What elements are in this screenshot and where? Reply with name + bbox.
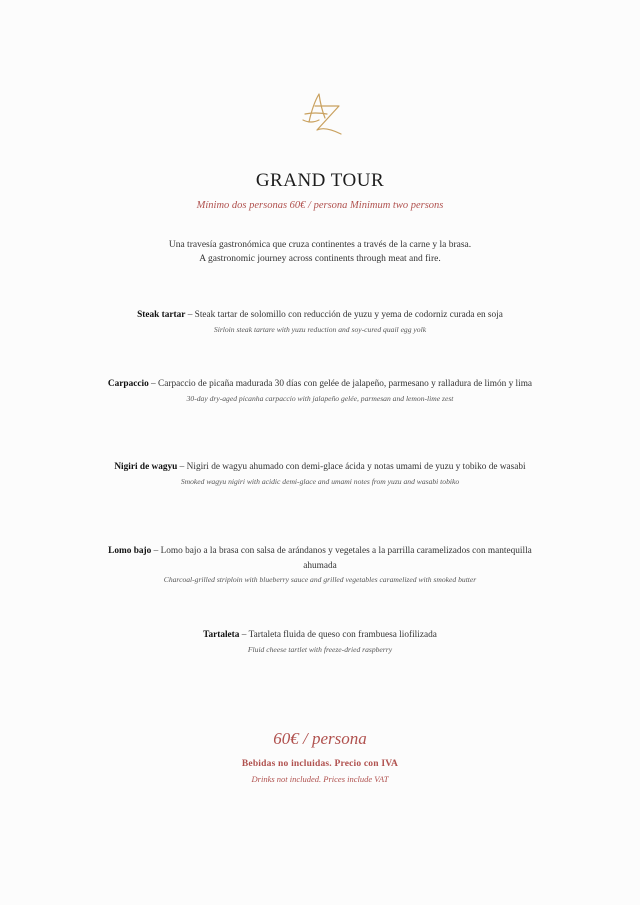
page-subtitle: Mínimo dos personas 60€ / persona Minimum two persons <box>196 200 444 211</box>
dish-name: Steak tartar <box>137 310 186 320</box>
dish-description: – Nigiri de wagyu ahumado con demi-glace ácida y notas umami de yuzu y tobiko de wasabi <box>177 462 526 472</box>
dish-description-en: 30-day dry-aged picanha carpaccio with jalapeño gelée, parmesan and lemon-lime zest <box>186 393 454 403</box>
dish-lomo-bajo <box>105 544 535 588</box>
dish-name: Carpaccio <box>107 379 149 389</box>
dish-nigiri-wagyu <box>105 460 535 489</box>
dish-name: Nigiri de wagyu <box>114 462 178 472</box>
page-title: GRAND TOUR <box>255 170 385 191</box>
dish-tartaleta <box>105 628 535 657</box>
az-monogram-logo <box>295 90 347 140</box>
drinks-note-es: Bebidas no incluidas. Precio con IVA <box>241 759 399 769</box>
dish-description: – Carpaccio de picaña madurada 30 días con gelée de jalapeño, parmesano y ralladura de limón y lima <box>148 379 533 389</box>
dish-description: – Tartaleta fluida de queso con frambuesa liofilizada <box>239 630 437 640</box>
dish-description-en: Smoked wagyu nigiri with acidic demi-glace and umami notes from yuzu and wasabi tobiko <box>180 476 460 486</box>
drinks-note-en: Drinks not included. Prices include VAT <box>251 774 389 784</box>
dish-description-en: Sirloin steak tartare with yuzu reduction and soy-cured quail egg yolk <box>213 324 427 334</box>
dish-description: – Lomo bajo a la brasa con salsa de arándanos y vegetales a la parrilla caramelizados con mantequilla ahumada <box>151 546 532 571</box>
dish-description: – Steak tartar de solomillo con reducción de yuzu y yema de codorniz curada en soja <box>185 310 503 320</box>
price-per-person: 60€ / persona <box>273 729 367 748</box>
intro-es: Una travesía gastronómica que cruza continentes a través de la carne y la brasa. <box>168 240 472 250</box>
dish-carpaccio <box>105 377 535 406</box>
dish-description-en: Fluid cheese tartlet with freeze-dried raspberry <box>247 644 393 654</box>
dish-name: Lomo bajo <box>108 546 152 556</box>
intro-en: A gastronomic journey across continents through meat and fire. <box>199 254 441 264</box>
dish-steak-tartar <box>105 308 535 337</box>
dish-description-en: Charcoal-grilled striploin with blueberry sauce and grilled vegetables caramelized with smoked butter <box>163 575 477 584</box>
dish-name: Tartaleta <box>203 630 240 640</box>
intro-text <box>0 238 640 266</box>
